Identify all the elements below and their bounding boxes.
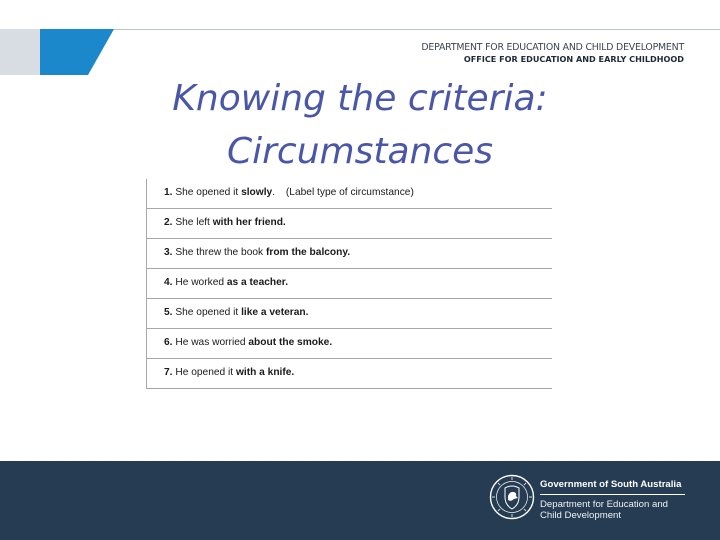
sentence-number: 2.	[164, 217, 173, 228]
department-name: DEPARTMENT FOR EDUCATION AND CHILD DEVELOPMENT	[421, 42, 684, 53]
circumstance-phrase: with a knife.	[235, 367, 295, 378]
circumstance-phrase: about the smoke.	[248, 337, 333, 348]
sentence-number: 3.	[164, 247, 173, 258]
sentence-row	[147, 269, 552, 299]
instruction-note: (Label type of circumstance)	[285, 187, 414, 198]
sentence-row	[147, 359, 552, 389]
government-title: Government of South Australia	[540, 479, 682, 490]
sentence-text: She threw the book	[175, 247, 266, 258]
circumstance-phrase: from the balcony.	[265, 247, 351, 258]
slide-title-line-2: Circumstances	[226, 131, 494, 172]
slide-title	[150, 72, 570, 178]
government-logo-text	[540, 479, 685, 521]
sentence-row	[147, 209, 552, 239]
circumstance-phrase: as a teacher.	[226, 277, 289, 288]
sentence-number: 1.	[164, 187, 173, 198]
sentence-number: 4.	[164, 277, 173, 288]
sentence-number: 7.	[164, 367, 173, 378]
sentence-row	[147, 179, 552, 209]
slide-title-line-1: Knowing the criteria:	[172, 78, 548, 119]
department-header	[421, 42, 684, 65]
sentence-text: He opened it	[175, 367, 236, 378]
header-banner-shape	[0, 29, 120, 75]
logo-divider	[540, 494, 685, 495]
circumstance-phrase: slowly	[241, 187, 273, 198]
sentence-number: 6.	[164, 337, 173, 348]
office-name: OFFICE FOR EDUCATION AND EARLY CHILDHOOD	[463, 54, 684, 64]
department-line-1: Department for Education and	[540, 499, 668, 510]
sentence-row	[147, 329, 552, 359]
sentence-number: 5.	[164, 307, 173, 318]
south-australia-crest-icon	[489, 474, 535, 520]
sentence-row	[147, 239, 552, 269]
circumstance-sentence-list	[146, 179, 552, 389]
circumstance-phrase: with her friend.	[212, 217, 286, 228]
sentence-text: She opened it	[175, 187, 242, 198]
sentence-text: He worked	[175, 277, 227, 288]
department-line-2: Child Development	[540, 510, 622, 521]
sentence-text: He was worried	[175, 337, 249, 348]
circumstance-phrase: like a veteran.	[241, 307, 309, 318]
sentence-end: .	[272, 187, 276, 198]
sentence-text: She left	[175, 217, 213, 228]
sentence-row	[147, 299, 552, 329]
sentence-text: She opened it	[175, 307, 242, 318]
